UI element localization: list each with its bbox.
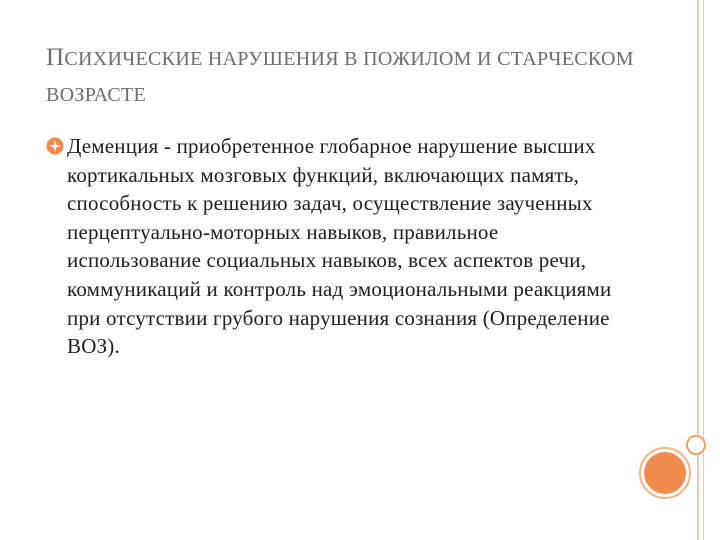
slide-title-initial: П (46, 44, 65, 71)
decorative-edge-line (703, 0, 704, 540)
decorative-edge-line (697, 0, 699, 540)
slide-title-rest: СИХИЧЕСКИЕ НАРУШЕНИЯ В ПОЖИЛОМ И СТАРЧЕСКОМ ВОЗРАСТЕ (46, 48, 634, 106)
decorative-small-circle (686, 435, 706, 455)
bullet-text: Деменция - приобретенное глобарное нарушение высших кортикальных мозговых функций, включающих память, способность к решению задач, осуществление заученных перцептуально-моторных навыков, правильное использование социальных навыков, всех аспектов речи, коммуникаций и контроль над эмоциональными реакциями при отсутствии грубого нарушения сознания (Определение ВОЗ). (67, 134, 612, 359)
slide-title (46, 40, 646, 113)
four-point-star-icon (46, 137, 64, 155)
decorative-filled-circle (644, 452, 686, 494)
bullet-item (46, 132, 631, 361)
